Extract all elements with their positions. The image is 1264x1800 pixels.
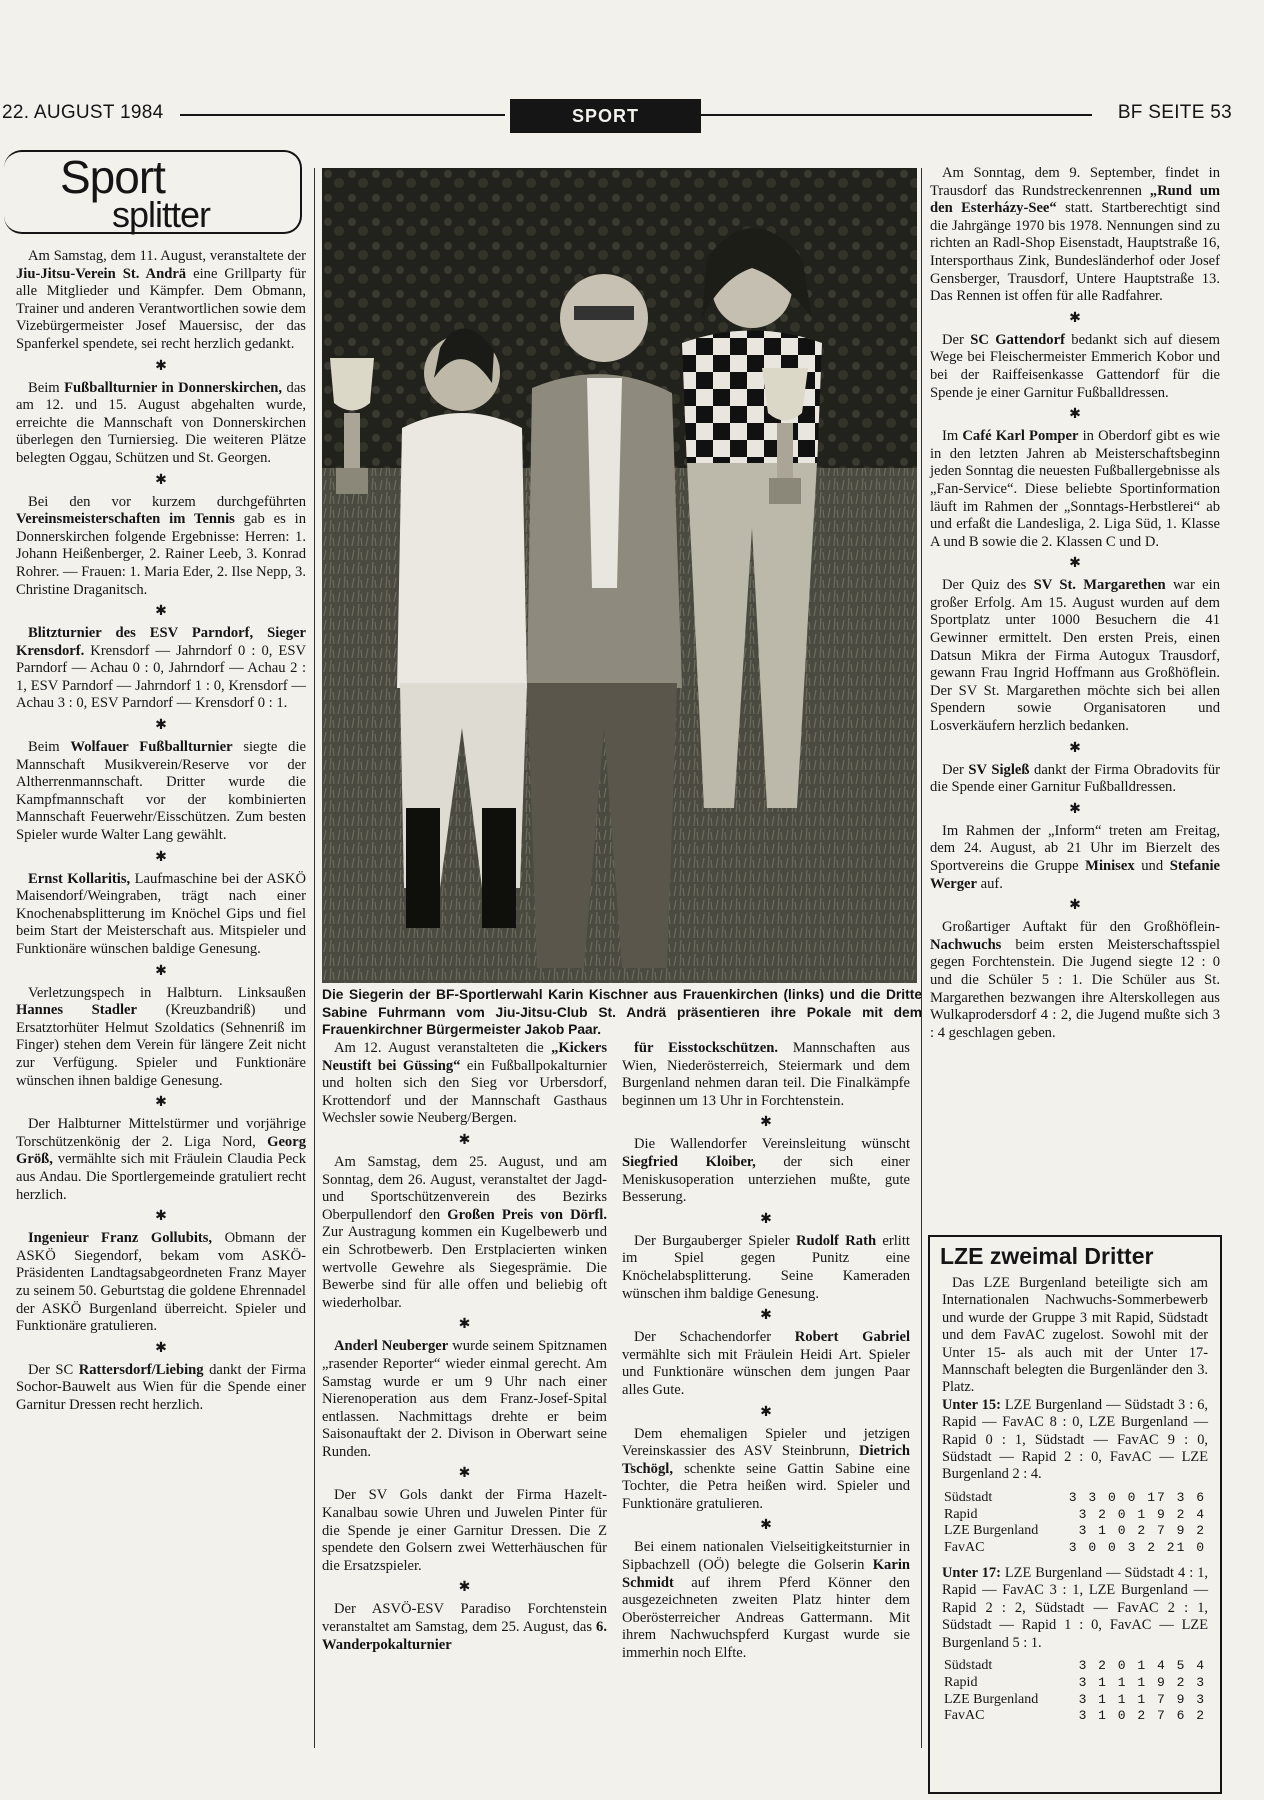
standings-row: Südstadt 3 3 0 0 17 3 6 [944, 1489, 1206, 1505]
separator-asterisk: ✱ [760, 1518, 772, 1534]
column-1 [16, 248, 306, 1414]
standings-row: FavAC 3 1 0 2 7 6 2 [944, 1708, 1206, 1724]
photo-illustration [322, 168, 917, 983]
column-rule [314, 168, 315, 1748]
separator-asterisk: ✱ [458, 1466, 471, 1482]
logo-splitter: splitter [112, 194, 211, 235]
issue-date: 22. AUGUST 1984 [2, 102, 164, 123]
separator-asterisk: ✱ [155, 849, 167, 865]
news-item: Am Samstag, dem 11. August, veranstaltete der Jiu-Jitsu-Verein St. Andrä eine Grillparty für alle Mitglieder und Kämpfer. Dem Obmann, Trainer und anderen Verantwortlichen sowie dem Vizebürgermeister Josef Mauersisc, der das Spanferkel spendete, sei recht herzlich gedankt. [16, 248, 306, 352]
news-item: Der SC Rattersdorf/Liebing dankt der Firma Sochor-Bauwelt aus Wien für die Spende einer Garnitur Dressen recht herzlich. [16, 1361, 306, 1413]
news-item: Im Rahmen der „Inform“ treten am Freitag, dem 24. August, ab 21 Uhr im Bierzelt des Sportvereins die Gruppe Minisex und Stefanie Werger auf. [930, 822, 1220, 892]
separator-asterisk: ✱ [155, 1209, 167, 1225]
separator-asterisk: ✱ [458, 1580, 471, 1596]
news-item: Der SV Sigleß dankt der Firma Obradovits für die Spende einer Garnitur Fußballdressen. [930, 761, 1220, 796]
news-item: Der SV Gols dankt der Firma Hazelt-Kanalbau sowie Uhren und Juwelen Pinter für die Spende je einer Garnitur Dressen. Die Z spendete den Golsern zwei Wetterhäuschen für die Ersatzspieler. [322, 1487, 607, 1574]
separator-asterisk: ✱ [1069, 310, 1081, 326]
separator-asterisk: ✱ [760, 1115, 772, 1131]
news-item: Am Samstag, dem 25. August, und am Sonntag, dem 26. August, veranstaltet der Jagd- und Sportschützenverein des Bezirks Oberpullendorf den Großen Preis von Dörfl. Zur Austragung kommen ein Kugelbewerb und ein Schrotbewerb. Den Erstplacierten winken wertvolle Gewehre als Siegesprämie. Die Bewerbe sind für alle offen und beliebig oft wiederholbar. [322, 1153, 607, 1311]
separator-asterisk: ✱ [155, 718, 167, 734]
news-item: Ingenieur Franz Gollubits, Obmann der ASKÖ Siegendorf, bekam vom ASKÖ-Präsidenten Landtagsabgeordneten Franz Mayer zu seinem 50. Geburtstag die goldene Ehrennadel der ASKÖ Burgenland überreicht. Spieler und Funktionäre gratulieren. [16, 1230, 306, 1335]
news-item: Ernst Kollaritis, Laufmaschine bei der ASKÖ Maisendorf/Weingraben, trägt nach einer Knochenabsplitterung im Knöchel Gips und fiel beim Start der Meisterschaft aus. Mitspieler und Funktionäre wünschen baldige Genesung. [16, 870, 306, 957]
news-item: Bei einem nationalen Vielseitigkeitsturnier in Sipbachzell (OÖ) belegte die Golserin Karin Schmidt auf ihrem Pferd Könner den ausgezeichneten zweiten Platz hinter dem Oberösterreicher Andreas Gattermann. Mit ihrem Nachwuchspferd Kurgast wurde sie immerhin noch Elfte. [622, 1539, 910, 1662]
news-item: Am Sonntag, dem 9. September, findet in Trausdorf das Rundstreckenrennen „Rund um den Esterházy-See“ statt. Startberechtigt sind die Jahrgänge 1970 bis 1978. Nennungen sind zu richten an Radl-Shop Eisenstadt, Hauptstraße 16, Intersporthaus Zink, Bundesländerhof oder Josef Gensberger, Trausdorf, Untere Hauptstraße 13. Das Rennen ist offen für alle Radfahrer. [930, 165, 1220, 305]
news-item: Der SC Gattendorf bedankt sich auf diesem Wege bei Fleischermeister Emmerich Kobor und bei der Raiffeisenkasse Gattendorf für die Spende je einer Garnitur Fußballdressen. [930, 331, 1220, 401]
standings-row: FavAC 3 0 0 3 2 21 0 [944, 1540, 1206, 1556]
sportsplitter-logo [4, 150, 300, 235]
news-item: Die Wallendorfer Vereinsleitung wünscht Siegfried Kloiber, der sich einer Meniskusoperation unterziehen mußte, gute Besserung. [622, 1136, 910, 1206]
news-item: Im Café Karl Pomper in Oberdorf gibt es wie in den letzten Jahren ab Meisterschaftsbeginn jeden Sonntag die neuesten Fußballergebnisse als „Fan-Service“. Diese beliebte Sportinformation läuft im Rahmen der „Sonntags-Herbstlerei“ ab und erfaßt die Landesliga, 2. Liga Süd, 1. Klasse A und B sowie die 2. Klassen C und D. [930, 428, 1220, 550]
separator-asterisk: ✱ [155, 472, 167, 488]
separator-asterisk: ✱ [155, 358, 167, 374]
u17-results: Unter 17: LZE Burgenland — Südstadt 4 : 1, Rapid — FavAC 3 : 1, LZE Burgenland — Rapid 2 : 2, Südstadt — FavAC 2 : 1, Südstadt — Rapid 1 : 0, FavAC — LZE Burgenland 5 : 1. [942, 1565, 1208, 1651]
separator-asterisk: ✱ [155, 963, 167, 979]
separator-asterisk: ✱ [1069, 801, 1081, 817]
box-title: LZE zweimal Dritter [940, 1243, 1154, 1269]
separator-asterisk: ✱ [760, 1211, 772, 1227]
news-item: Bei den vor kurzem durchgeführten Vereinsmeisterschaften im Tennis gab es in Donnerskirchen folgende Ergebnisse: Herren: 1. Johann Heißenberger, 2. Rainer Leeb, 3. Konrad Rohrer. — Frauen: 1. Maria Eder, 2. Ilse Nepp, 3. Christine Draganitsch. [16, 493, 307, 598]
separator-asterisk: ✱ [1069, 407, 1081, 423]
separator-asterisk: ✱ [155, 1095, 167, 1111]
news-item: Verletzungspech in Halbturn. Linksaußen Hannes Stadler (Kreuzbandriß) und Ersatztorhüter Helmut Szoldatics (Sehnenriß im Finger) stehen dem Verein für längere Zeit nicht zur Verfügung. Spieler und Funktionäre wünschen ihnen baldige Genesung. [16, 984, 306, 1089]
standings-row: Rapid 3 2 0 1 9 2 4 [944, 1506, 1206, 1522]
separator-asterisk: ✱ [458, 1317, 471, 1333]
standings-row: Rapid 3 1 1 1 9 2 3 [944, 1674, 1206, 1690]
u15-results: Unter 15: LZE Burgenland — Südstadt 3 : 6, Rapid — FavAC 8 : 0, LZE Burgenland — Rapid 0 : 1, Südstadt — FavAC 9 : 0, Südstadt — Rapid 2 : 0, FavAC — LZE Burgenland 2 : 4. [942, 1396, 1208, 1483]
column-2 [322, 1040, 607, 1654]
photo-caption: Die Siegerin der BF-Sportlerwahl Karin Kischner aus Frauenkirchen (links) und die Dritte Sabine Fuhrmann vom Jiu-Jitsu-Club St. Andrä präsentieren ihre Pokale mit dem Frauenkirchner Bürgermeister Jakob Paar. [322, 987, 922, 1037]
u17-standings-table [942, 1658, 1208, 1725]
news-item: Dem ehemaligen Spieler und jetzigen Vereinskassier des ASV Steinbrunn, Dietrich Tschögl, schenkte seine Gattin Sabine eine Tochter, die Petra heißen wird. Spieler und Funktionäre gratulieren. [622, 1425, 910, 1512]
news-item: Beim Wolfauer Fußballturnier siegte die Mannschaft Musikverein/Reserve vor der Altherrenmannschaft. Dritter wurde die Kampfmannschaft vor der kombinierten Mannschaft Feuerwehr/Eisschützen. Zum besten Spieler wurde Walter Lang gewählt. [16, 739, 306, 844]
logo-sport: Sport [60, 151, 165, 203]
separator-asterisk: ✱ [1069, 740, 1081, 756]
header-rule-left [180, 114, 505, 116]
column-4 [930, 165, 1220, 1042]
box-body [942, 1275, 1208, 1733]
news-item: Anderl Neuberger wurde seinem Spitznamen „rasender Reporter“ wieder einmal gerecht. Am Samstag wurde er um 9 Uhr nach einer Nierenoperation aus dem Franz-Josef-Spital entlassen. Nachmittags drehte er beim Saisonauftakt der 2. Divison in Oberwart seine Runden. [322, 1338, 607, 1460]
box-intro: Das LZE Burgenland beteiligte sich am Internationalen Nachwuchs-Sommerbewerb und wurde der Gruppe 3 mit Rapid, Südstadt und dem FavAC zugelost. Sowohl mit der Unter 15- als auch mit der Unter 17-Mannschaft belegten die Burgenländer den 3. Platz. [942, 1275, 1208, 1396]
lze-results-box [928, 1235, 1222, 1794]
news-item: für Eisstockschützen. Mannschaften aus Wien, Niederösterreich, Steiermark und dem Burgenland nehmen daran teil. Die Finalkämpfe beginnen um 13 Uhr in Forchtenstein. [622, 1040, 910, 1109]
standings-row: LZE Burgenland 3 1 1 1 7 9 3 [944, 1691, 1206, 1707]
separator-asterisk: ✱ [1069, 556, 1081, 572]
section-label: SPORT [510, 99, 701, 133]
separator-asterisk: ✱ [155, 1340, 167, 1356]
separator-asterisk: ✱ [155, 604, 167, 620]
separator-asterisk: ✱ [760, 1404, 772, 1420]
news-item: Der Halbturner Mittelstürmer und vorjährige Torschützenkönig der 2. Liga Nord, Georg Größ, vermählte sich mit Fräulein Claudia Peck aus Andau. Die Sportlergemeinde gratuliert recht herzlich. [16, 1116, 306, 1203]
news-item: Der ASVÖ-ESV Paradiso Forchtenstein veranstaltet am Samstag, dem 25. August, das 6. Wanderpokalturnier [322, 1601, 607, 1653]
separator-asterisk: ✱ [760, 1308, 772, 1324]
news-item: Der Schachendorfer Robert Gabriel vermählte sich mit Fräulein Heidi Art. Spieler und Funktionäre wünschen dem jungen Paar alles Gute. [622, 1329, 910, 1398]
news-item: Der Quiz des SV St. Margarethen war ein großer Erfolg. Am 15. August wurden auf dem Sportplatz unter 1000 Besuchern die 41 Gewinner ermittelt. Den ersten Preis, einen Datsun Mikra der Firma Autogux Trausdorf, gewann Frau Ingrid Hoffmann aus Großhöflein. Der SV St. Margarethen möchte sich bei allen Spendern sowie Organisatoren und Losverkäufern herzlich bedanken. [930, 577, 1220, 735]
standings-row: LZE Burgenland 3 1 0 2 7 9 2 [944, 1523, 1206, 1539]
page-number: BF SEITE 53 [1117, 102, 1232, 123]
news-item: Blitzturnier des ESV Parndorf, Sieger Krensdorf. Krensdorf — Jahrndorf 0 : 0, ESV Parndorf — Achau 0 : 0, Jahrndorf — Achau 2 : 1, ESV Parndorf — Jahrndorf 1 : 0, Krensdorf — Achau 3 : 0, ESV Parndorf — Krensdorf 0 : 1. [16, 625, 306, 712]
column-3 [622, 1040, 910, 1663]
column-rule [921, 168, 922, 1748]
award-photo [322, 168, 917, 983]
header-rule-right [700, 114, 1092, 116]
separator-asterisk: ✱ [458, 1132, 471, 1148]
news-item: Am 12. August veranstalteten die „Kickers Neustift bei Güssing“ ein Fußballpokalturnier und holten sich den Sieg vor Urbersdorf, Krottendorf und der Mannschaft Gasthaus Wechsler sowie Neuberg/Bergen. [322, 1040, 607, 1127]
separator-asterisk: ✱ [1069, 898, 1081, 914]
news-item: Großartiger Auftakt für den Großhöflein-Nachwuchs beim ersten Meisterschaftsspiel gegen Forchtenstein. Die Jugend siegte 12 : 0 und die Schüler 5 : 1. Die Schüler aus St. Margarethen bezwangen ihre Alterskollegen aus Wulkaprodersdorf 4 : 2, die Jugend mußte sich 3 : 4 geschlagen geben. [930, 919, 1220, 1041]
u15-standings-table [942, 1490, 1208, 1557]
news-item: Beim Fußballturnier in Donnerskirchen, das am 12. und 15. August abgehalten wurde, erreichte die Mannschaft von Donnerskirchen überlegen den Turniersieg. Die weiteren Plätze belegten Oggau, Schützen und St. Georgen. [16, 379, 306, 466]
news-item: Der Burgauberger Spieler Rudolf Rath erlitt im Spiel gegen Punitz eine Knöchelabsplitterung. Seine Kameraden wünschen ihm baldige Genesung. [622, 1232, 910, 1302]
standings-row: Südstadt 3 2 0 1 4 5 4 [944, 1658, 1206, 1674]
